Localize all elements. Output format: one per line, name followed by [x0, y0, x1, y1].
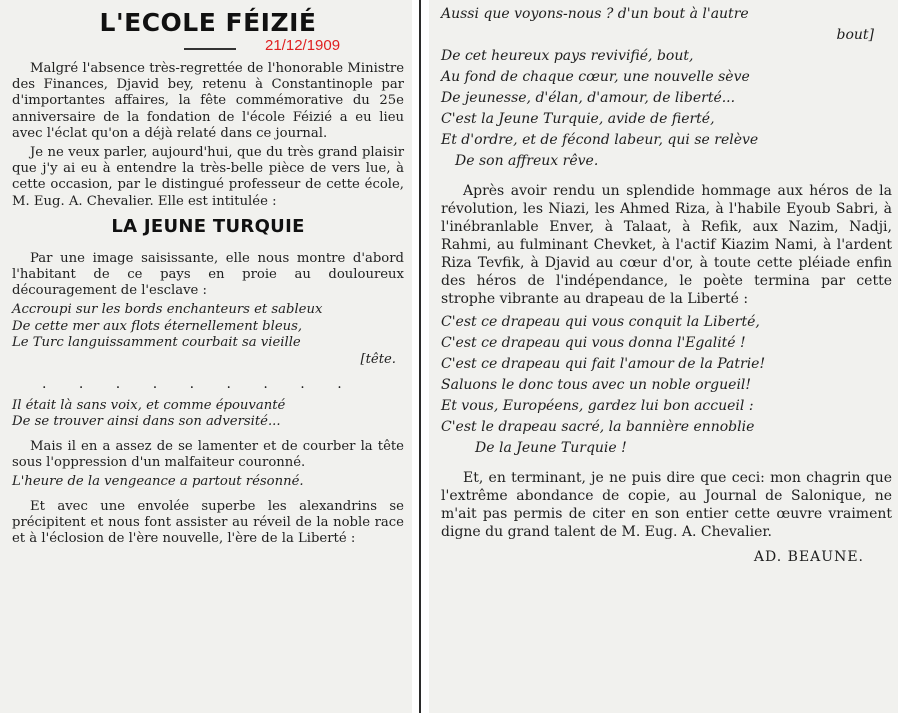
ellipsis-dots: . . . . . . . . . — [42, 376, 356, 393]
date-annotation: 21/12/1909 — [265, 37, 341, 54]
dateline — [12, 39, 404, 61]
verse-line-continuation: [tête. — [360, 351, 396, 367]
left-column — [0, 0, 412, 713]
paragraph-homage: Après avoir rendu un splendide hommage aux héros de la révolution, les Niazi, les Ahmed Riza, à l'habile Eyoub Sabri, à l'inébranlable Enver, à Talaat, à Refik, aux Nazim, Nadji, Rahmi, au fulminant Chevket, à l'actif Kiazim Nami, à l'ardent Riza Tevfik, à Djavid au cœur d'or, à toute cette pléiade enfin des héros de l'indépendance, le poète termina par cette strophe vibrante au drapeau de la Liberté : — [441, 183, 892, 307]
paragraph-awakening: Et avec une envolée superbe les alexandrins se précipitent et nous font assister au réveil de la noble race et à l'éclosion de l'ère nouvelle, l'ère de la Liberté : — [12, 498, 404, 547]
verse-line: L'heure de la vengeance a partout résonné. — [12, 474, 304, 490]
verse-line: C'est ce drapeau qui vous conquit la Liberté, — [441, 314, 760, 330]
column-divider — [419, 0, 421, 713]
verse-block-1 — [12, 302, 404, 368]
verse-line: Il était là sans voix, et comme épouvanté — [12, 398, 286, 414]
verse-line: Au fond de chaque cœur, une nouvelle sève — [441, 69, 750, 85]
verse-line: Aussi que voyons-nous ? d'un bout à l'autre — [441, 6, 749, 22]
verse-block-2 — [12, 398, 404, 431]
verse-line: De cette mer aux flots éternellement bleus, — [12, 318, 303, 334]
verse-line-continuation: bout] — [836, 27, 874, 43]
verse-block-4 — [441, 4, 892, 172]
article-title: L'ECOLE FÉIZIÉ — [99, 8, 317, 37]
verse-line: C'est la Jeune Turquie, avide de fierté, — [441, 111, 715, 127]
verse-line: Saluons le donc tous avec un noble orgueil! — [441, 377, 752, 393]
verse-line: De se trouver ainsi dans son adversité... — [12, 414, 281, 430]
verse-line: Le Turc languissamment courbait sa vieille — [12, 335, 301, 351]
paragraph-closing: Et, en terminant, je ne puis dire que ceci: mon chagrin que l'extrême abondance de copie, au Journal de Salonique, ne m'ait pas permis de citer en son entier cette œuvre vraiment digne du grand talent de M. Eug. A. Chevalier. — [441, 470, 892, 540]
verse-line: De son affreux rêve. — [455, 153, 599, 169]
verse-line: C'est ce drapeau qui fait l'amour de la Patrie! — [441, 356, 766, 372]
right-column — [429, 0, 898, 713]
title-rule — [184, 48, 236, 50]
verse-line: De jeunesse, d'élan, d'amour, de liberté... — [441, 90, 736, 106]
verse-line: Et vous, Européens, gardez lui bon accueil : — [441, 398, 754, 414]
paragraph-image: Par une image saisissante, elle nous montre d'abord l'habitant de ce pays en proie au douloureux découragement de l'esclave : — [12, 250, 404, 299]
verse-line: Accroupi sur les bords enchanteurs et sableux — [12, 302, 323, 318]
verse-block-3 — [12, 474, 404, 490]
verse-line: De cet heureux pays revivifié, bout, — [441, 48, 694, 64]
paragraph-lament: Mais il en a assez de se lamenter et de courber la tête sous l'oppression d'un malfaiteur couronné. — [12, 438, 404, 471]
verse-line: Et d'ordre, et de fécond labeur, qui se relève — [441, 132, 759, 148]
poem-title: LA JEUNE TURQUIE — [111, 215, 305, 237]
verse-line: De la Jeune Turquie ! — [475, 440, 627, 456]
paragraph-intro: Malgré l'absence très-regrettée de l'honorable Ministre des Finances, Djavid bey, retenu à Constantinople par d'importantes affaires, la fête commémorative du 25e anniversaire de la fondation de l'école Féizié a eu lieu avec l'éclat qu'on a déjà relaté dans ce journal. — [12, 61, 404, 141]
verse-line: C'est ce drapeau qui vous donna l'Egalité ! — [441, 335, 746, 351]
paragraph-poem-intro: Je ne veux parler, aujourd'hui, que du très grand plaisir que j'y ai eu à entendre la très-belle pièce de vers lue, à cette occasion, par le distingué professeur de cette école, M. Eug. A. Chevalier. Elle est intitulée : — [12, 145, 404, 209]
verse-block-5 — [441, 312, 892, 459]
verse-line: C'est le drapeau sacré, la bannière ennoblie — [441, 419, 755, 435]
author-signature: AD. BEAUNE. — [753, 549, 864, 565]
